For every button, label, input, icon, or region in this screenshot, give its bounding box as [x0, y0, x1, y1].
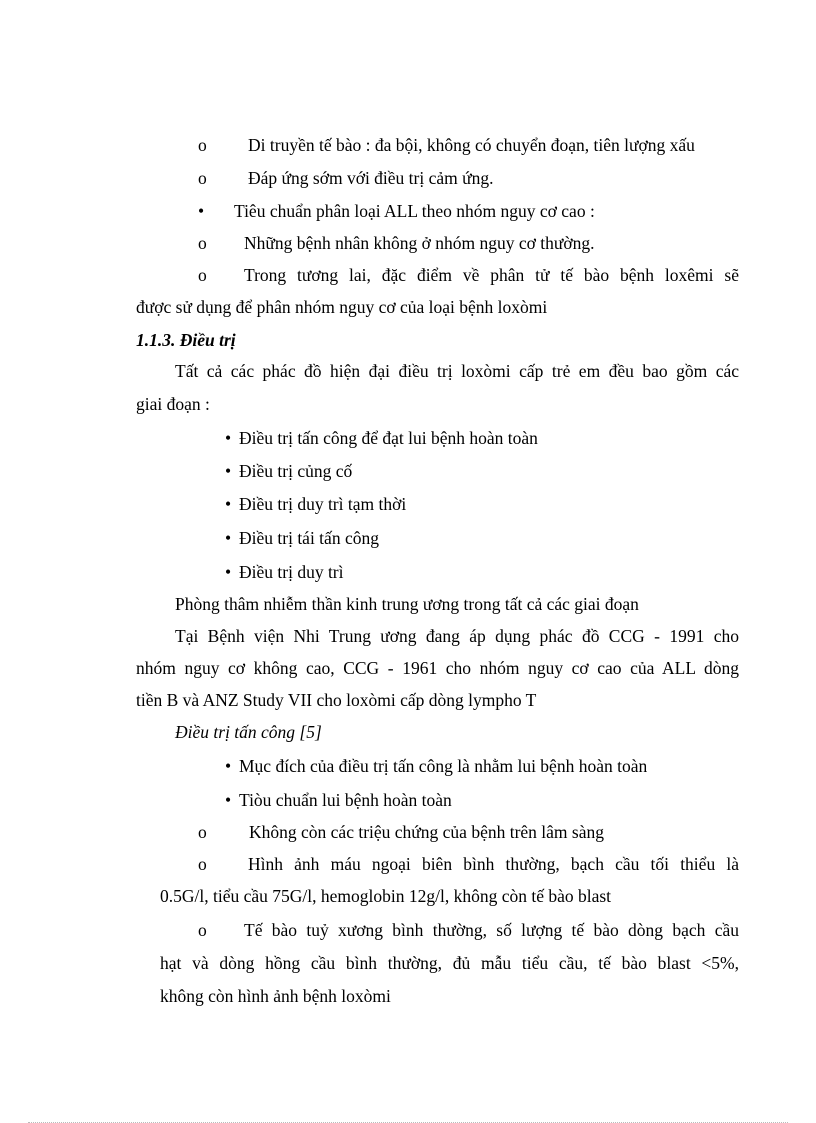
text-line: Di truyền tế bào : đa bội, không có chuyển đoạn, tiên lượng xấu — [248, 135, 695, 155]
circle-marker: o — [198, 168, 207, 188]
text-line: hạt và dòng hồng cầu bình thường, đủ mẫu tiểu cầu, tế bào blast <5%, — [160, 953, 739, 973]
text-line: Những bệnh nhân không ở nhóm nguy cơ thường. — [244, 233, 595, 253]
bullet-marker: • — [225, 461, 232, 481]
bullet-marker: • — [225, 528, 232, 548]
text-line: 0.5G/l, tiểu cầu 75G/l, hemoglobin 12g/l, không còn tế bào blast — [160, 886, 612, 906]
paragraph-line: tiền B và ANZ Study VII cho loxòmi cấp dòng lympho T — [136, 690, 537, 710]
list-item: Điều trị củng cố — [239, 461, 353, 481]
text-line: Trong tương lai, đặc điểm về phân tử tế bào bệnh loxêmi sẽ — [244, 265, 739, 285]
text-line: không còn hình ảnh bệnh loxòmi — [160, 986, 391, 1006]
text-line: Đáp ứng sớm với điều trị cảm ứng. — [248, 168, 494, 188]
text-line: Tế bào tuỷ xương bình thường, số lượng tế bào dòng bạch cầu — [244, 920, 739, 940]
bullet-marker: • — [225, 790, 232, 810]
paragraph-line: Tất cả các phác đồ hiện đại điều trị loxòmi cấp trẻ em đều bao gồm các — [175, 361, 739, 381]
paragraph-line: nhóm nguy cơ không cao, CCG - 1961 cho nhóm nguy cơ cao của ALL dòng — [136, 658, 739, 678]
bullet-marker: • — [225, 562, 232, 582]
list-item: Điều trị tái tấn công — [239, 528, 379, 548]
bullet-marker: • — [225, 428, 232, 448]
circle-marker: o — [198, 135, 207, 155]
sub-heading: Điều trị tấn công [5] — [175, 722, 322, 742]
circle-marker: o — [198, 265, 207, 285]
circle-marker: o — [198, 233, 207, 253]
text-line: Tiêu chuẩn phân loại ALL theo nhóm nguy cơ cao : — [234, 201, 595, 221]
bullet-marker: • — [225, 756, 232, 776]
paragraph-line: giai đoạn : — [136, 394, 210, 414]
bullet-marker: • — [198, 201, 205, 221]
paragraph-line: Tại Bệnh viện Nhi Trung ương đang áp dụng phác đồ CCG - 1991 cho — [175, 626, 739, 646]
circle-marker: o — [198, 822, 207, 842]
list-item: Tiòu chuẩn lui bệnh hoàn toàn — [239, 790, 452, 810]
list-item: Điều trị duy trì — [239, 562, 344, 582]
section-heading: 1.1.3. Điều trị — [136, 330, 236, 350]
circle-marker: o — [198, 854, 207, 874]
text-line: Hình ảnh máu ngoại biên bình thường, bạch cầu tối thiểu là — [248, 854, 739, 874]
list-item: Điều trị tấn công để đạt lui bệnh hoàn toàn — [239, 428, 538, 448]
paragraph-line: Phòng thâm nhiễm thần kinh trung ương trong tất cả các giai đoạn — [175, 594, 639, 614]
list-item: Mục đích của điều trị tấn công là nhằm lui bệnh hoàn toàn — [239, 756, 648, 776]
text-line: Không còn các triệu chứng của bệnh trên lâm sàng — [249, 822, 604, 842]
circle-marker: o — [198, 920, 207, 940]
list-item: Điều trị duy trì tạm thời — [239, 494, 407, 514]
bullet-marker: • — [225, 494, 232, 514]
text-line: được sử dụng để phân nhóm nguy cơ của loại bệnh loxòmi — [136, 297, 548, 317]
